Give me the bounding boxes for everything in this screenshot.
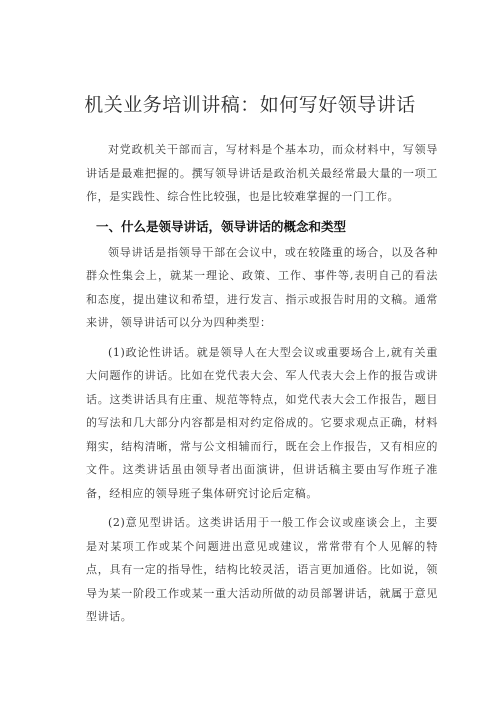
section-heading: 一、什么是领导讲话，领导讲话的概念和类型 xyxy=(96,218,347,234)
document-title: 机关业务培训讲稿：如何写好领导讲话 xyxy=(84,94,416,116)
intro-paragraph: 对党政机关干部而言，写材料是个基本功，而众材料中，写领导讲话是最难把握的。撰写领导讲话是政治机关最经常最大量的一项工作，是实践性、综合性比较强，也是比较难掌握的一门工作。 xyxy=(86,143,438,203)
body-paragraph-opinion-speech: (2)意见型讲话。这类讲话用于一般工作会议或座谈会上，主要是对某项工作或某个问题进出意见或建议，常常带有个人见解的特点，具有一定的指导性，结构比较灵活，语言更加通俗。比如说，领导为某一阶段工作或某一重大活动所做的动员部署讲话，就属于意见型讲话。 xyxy=(86,516,438,623)
document-body xyxy=(86,138,438,635)
body-paragraph-political-speech: (1)政论性讲话。就是领导人在大型会议或重要场合上,就有关重大问题作的讲话。比如在党代表大会、军人代表大会上作的报告或讲话。这类讲话具有庄重、规范等特点，如党代表大会工作报告，题目的写法和几大部分内容都是相对约定俗成的。它要求观点正确，材料翔实，结构清晰，常与公文相辅而行，既在会上作报告，又有相应的文件。这类讲话虽由领导者出面演讲，但讲话稿主要由写作班子准备，经相应的领导班子集体研究讨论后定稿。 xyxy=(86,345,438,500)
body-paragraph-definition: 领导讲话是指领导干部在会议中，或在较隆重的场合，以及各种群众性集会上，就某一理论、政策、工作、事件等,表明自己的看法和态度，提出建议和希望，进行发言、指示或报告时用的文稿。通常来讲，领导讲话可以分为四种类型： xyxy=(86,245,438,329)
